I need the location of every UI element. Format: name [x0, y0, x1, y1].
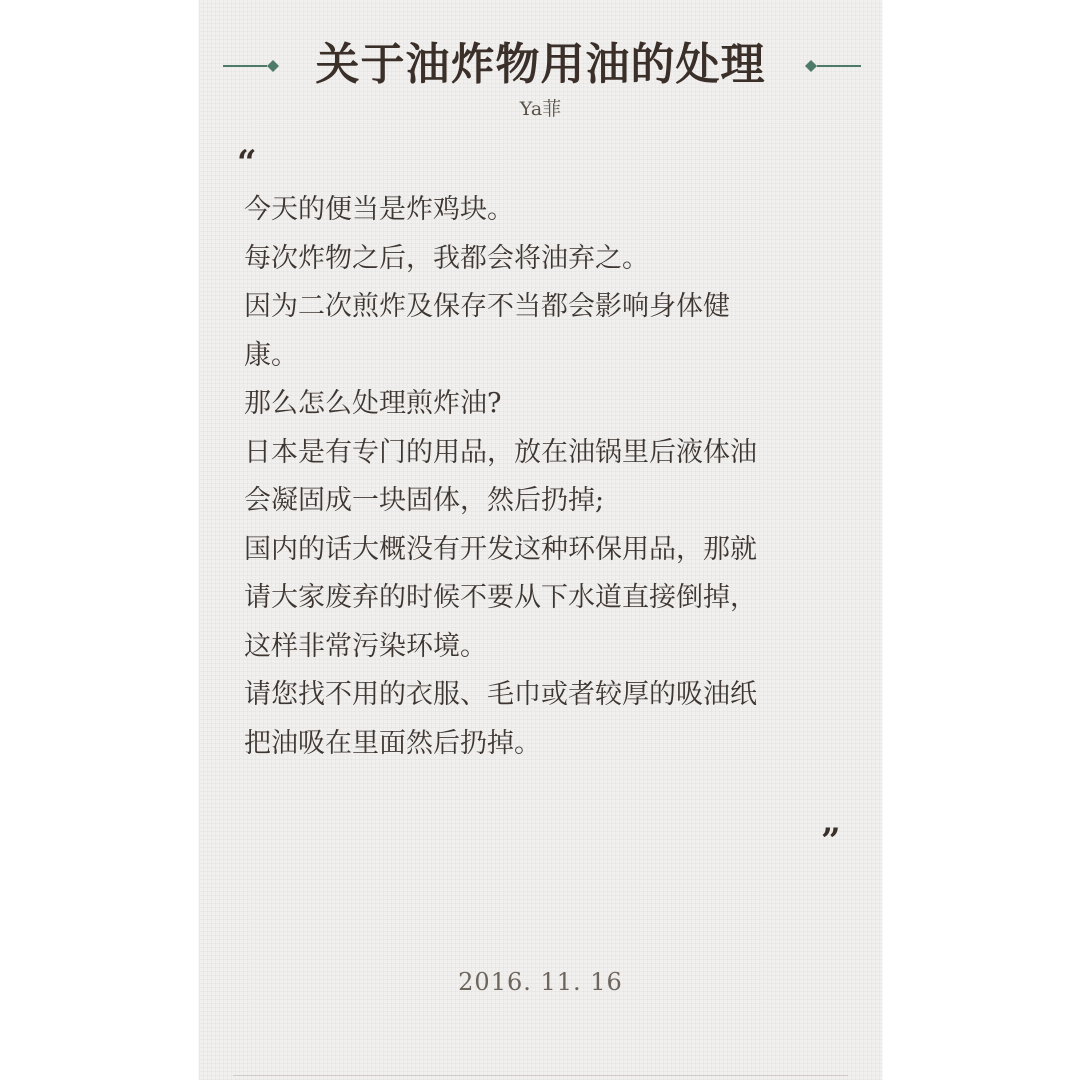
body-line: 把油吸在里面然后扔掉。	[244, 727, 541, 759]
body-line: 请您找不用的衣服、毛巾或者较厚的吸油纸	[244, 679, 757, 710]
body-line: 国内的话大概没有开发这种环保用品，那就	[244, 533, 757, 565]
open-quote-mark: “	[237, 143, 257, 183]
body-line: 康。	[244, 339, 298, 371]
body-line: 请大家废弃的时候不要从下水道直接倒掉，	[244, 582, 757, 613]
article-body	[244, 186, 844, 768]
body-line: 那么怎么处理煎炸油?	[244, 388, 502, 419]
publish-date: 2016. 11. 16	[458, 968, 623, 996]
body-line: 日本是有专门的用品，放在油锅里后液体油	[244, 436, 757, 468]
divider	[233, 1075, 848, 1076]
title-row	[199, 34, 882, 96]
close-quote-mark: ”	[821, 821, 841, 861]
body-line: 因为二次煎炸及保存不当都会影响身体健	[244, 291, 730, 322]
diamond-ornament-icon	[805, 60, 861, 72]
body-line: 今天的便当是炸鸡块。	[244, 194, 514, 225]
article-card	[199, 0, 882, 1080]
author-name: Ya菲	[519, 98, 562, 120]
body-line: 会凝固成一块固体，然后扔掉;	[244, 485, 605, 516]
body-line: 每次炸物之后，我都会将油弃之。	[244, 242, 649, 274]
body-line: 这样非常污染环境。	[244, 630, 487, 662]
page-title: 关于油炸物用油的处理	[315, 39, 766, 90]
